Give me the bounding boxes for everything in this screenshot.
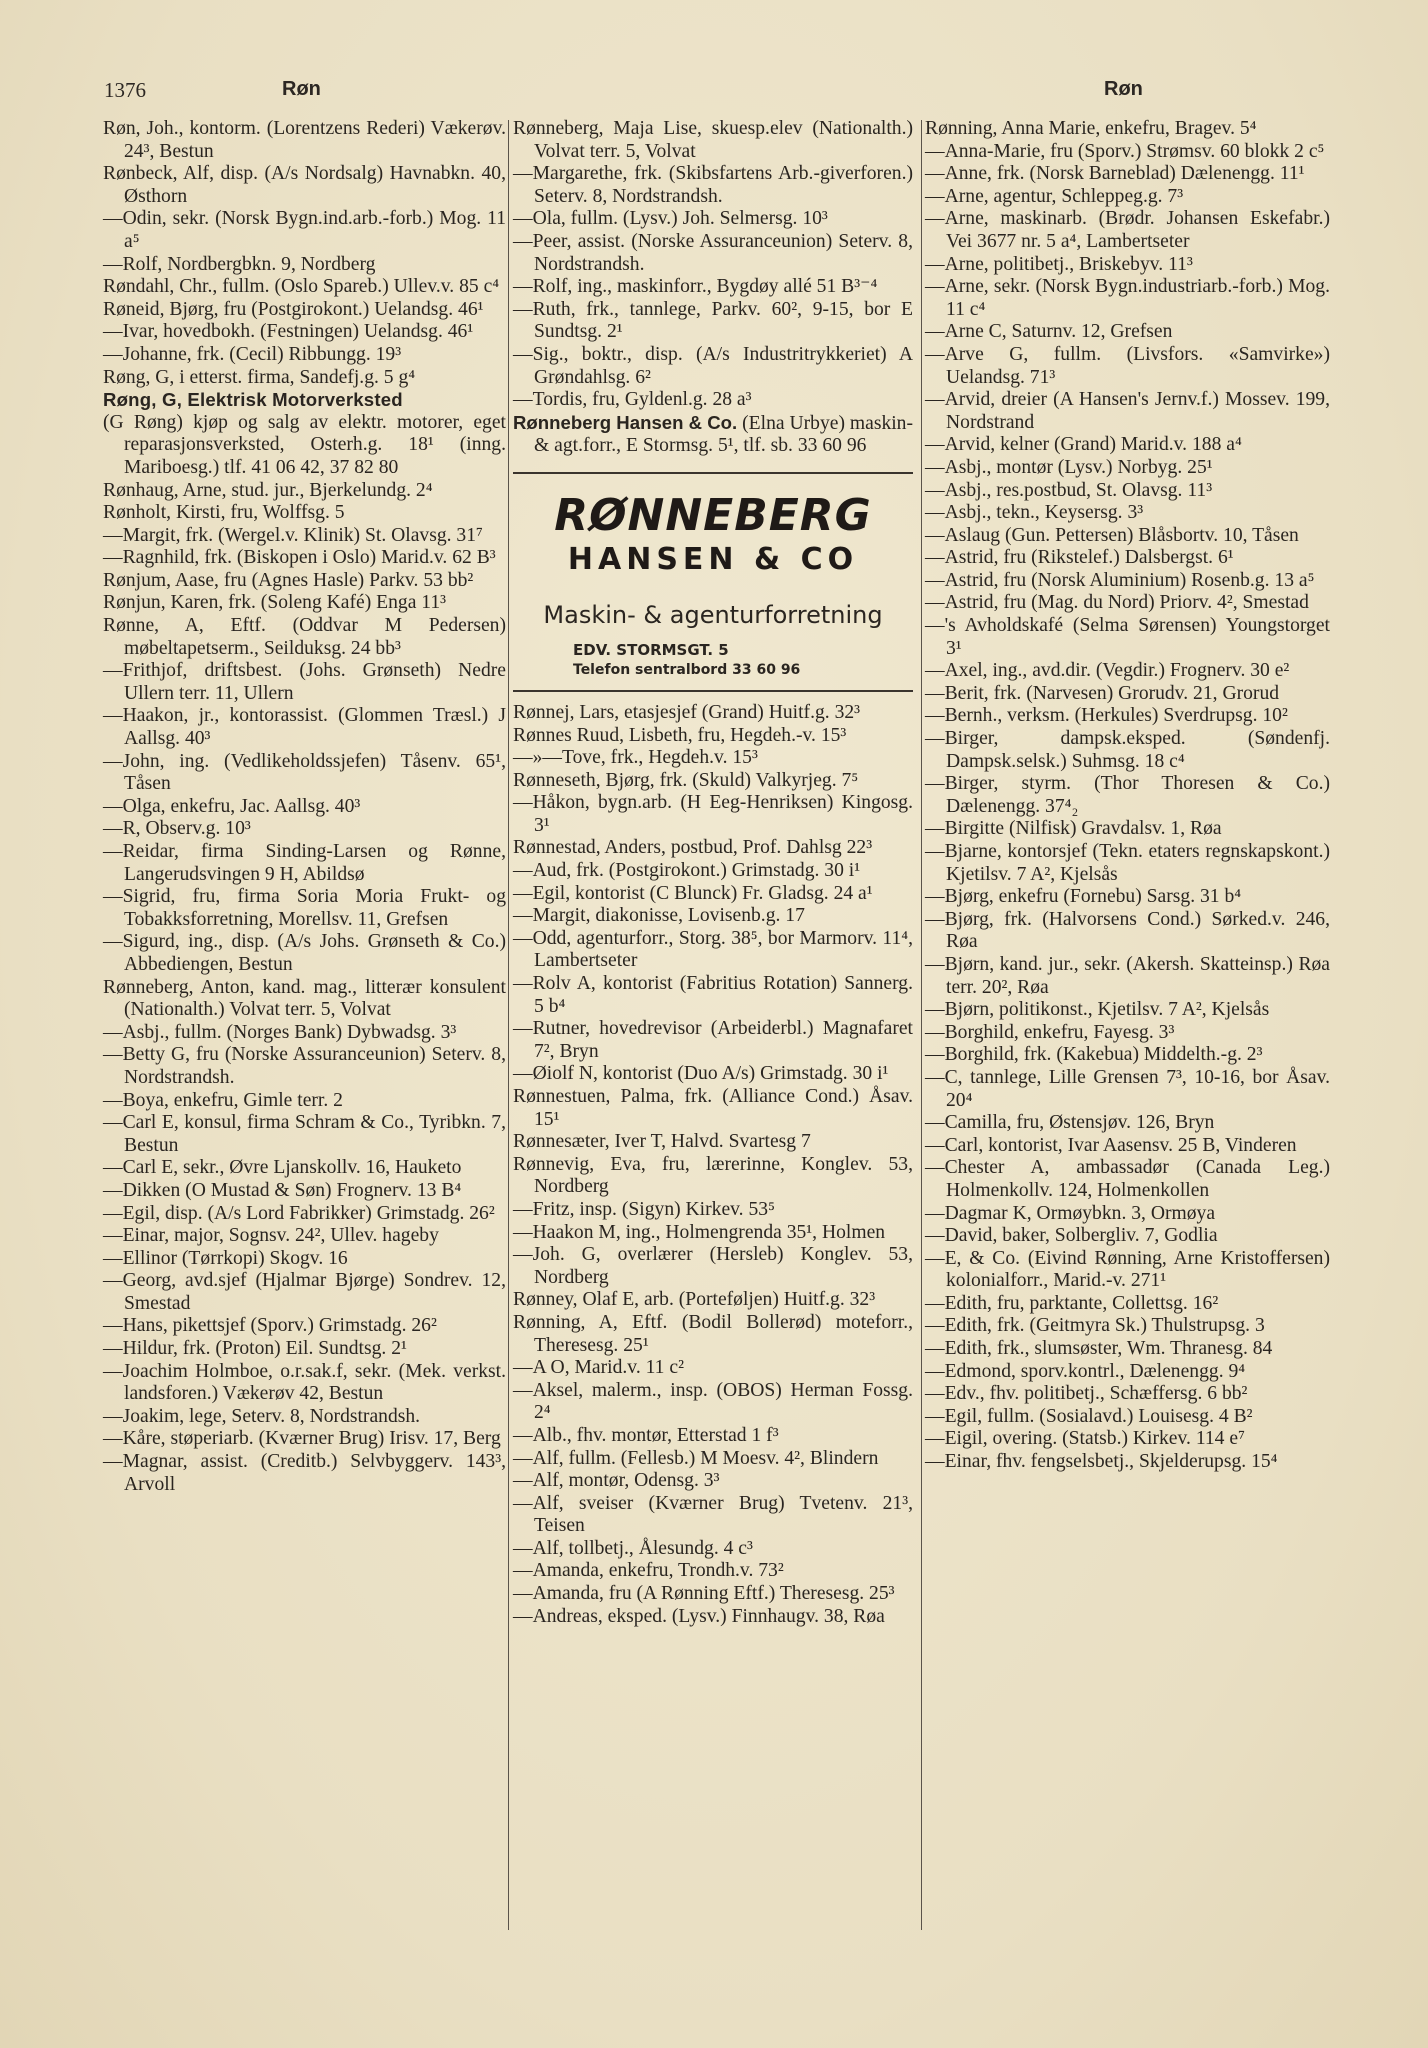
listing-entry: Rønning, Anna Marie, enkefru, Bragev. 5⁴ (925, 118, 1257, 139)
listing-entry: —Frithjof, driftsbest. (Johs. Grønseth) Nedre Ullern terr. 11, Ullern (103, 660, 506, 704)
listing-entry: —Egil, disp. (A/s Lord Fabrikker) Grimstadg. 26² (103, 1202, 495, 1224)
listing-entry-bold-firm (513, 412, 913, 458)
listing-entry: —Sigurd, ing., disp. (A/s Johs. Grønseth & Co.) Abbediengen, Bestun (103, 931, 506, 975)
listing-entry: —Arvid, kelner (Grand) Marid.v. 188 a⁴ (925, 434, 1242, 456)
column-2-bottom-entries (513, 702, 913, 1628)
firm-details: (Elna Urbye) maskin- & agt.forr., E Stormsg. 5¹, tlf. sb. 33 60 96 (534, 412, 914, 457)
listing-entry: —Odd, agenturforr., Storg. 38⁵, bor Marmorv. 11⁴, Lambertseter (513, 927, 913, 972)
listing-entry: —Bernh., verksm. (Herkules) Sverdrupsg. 10² (925, 705, 1288, 727)
listing-entry: —E, & Co. (Eivind Rønning, Arne Kristoffersen) kolonialforr., Marid.-v. 271¹ (925, 1247, 1330, 1292)
listing-entry: —Asbj., tekn., Keysersg. 3³ (925, 502, 1144, 524)
listing-entry: Rønning, A, Eftf. (Bodil Bollerød) moteforr., Theresesg. 25¹ (513, 1311, 913, 1356)
listing-entry: —Reidar, firma Sinding-Larsen og Rønne, Langerudsvingen 9 H, Abildsø (103, 841, 506, 885)
listing-entry: Rønnes Ruud, Lisbeth, fru, Hegdeh.-v. 15³ (513, 724, 847, 746)
listing-entry: —Axel, ing., avd.dir. (Vegdir.) Frognerv. 30 e² (925, 660, 1290, 682)
listing-entry: —Chester A, ambassadør (Canada Leg.) Holmenkollv. 124, Holmenkollen (925, 1157, 1330, 1201)
listing-entry: —Egil, fullm. (Sosialavd.) Louisesg. 4 B² (925, 1405, 1253, 1427)
listing-entry: Rønneseth, Bjørg, frk. (Skuld) Valkyrjeg. 7⁵ (513, 769, 859, 791)
listing-entry: —Carl E, konsul, firma Schram & Co., Tyribkn. 7, Bestun (103, 1112, 506, 1156)
listing-entry: —Bjørg, frk. (Halvorsens Cond.) Sørked.v. 246, Røa (925, 908, 1330, 953)
page-header-left: Røn (282, 78, 321, 100)
listing-entry: —Joh. G, overlærer (Hersleb) Konglev. 53, Nordberg (513, 1244, 913, 1288)
listing-entry: —Dikken (O Mustad & Søn) Frognerv. 13 B⁴ (103, 1179, 462, 1201)
listing-entry: —Peer, assist. (Norske Assuranceunion) Seterv. 8, Nordstrandsh. (513, 230, 913, 275)
listing-entry: —Bjørn, politikonst., Kjetilsv. 7 A², Kjelsås (925, 999, 1270, 1021)
listing-entry: —Einar, major, Sognsv. 24², Ullev. hageby (103, 1225, 439, 1247)
listing-entry: —Borghild, enkefru, Fayesg. 3³ (925, 1021, 1175, 1043)
listing-entry: —Asbj., montør (Lysv.) Norbyg. 25¹ (925, 456, 1213, 478)
listing-entry: —Betty G, fru (Norske Assuranceunion) Seterv. 8, Nordstrandsh. (103, 1044, 506, 1088)
listing-entry: —Asbj., res.postbud, St. Olavsg. 11³ (925, 479, 1213, 501)
listing-entry: —Rutner, hovedrevisor (Arbeiderbl.) Magnafaret 7², Bryn (513, 1018, 913, 1062)
listing-entry: Rønneberg, Anton, kand. mag., litterær konsulent (Nationalth.) Volvat terr. 5, Volvat (103, 976, 506, 1021)
column-2-top-entries (513, 118, 913, 412)
listing-entry: —David, baker, Solbergliv. 7, Godlia (925, 1225, 1218, 1247)
column-1 (103, 118, 506, 1496)
listing-entry: Røndahl, Chr., fullm. (Oslo Spareb.) Ullev.v. 85 c⁴ (103, 276, 500, 298)
ad-logo-line1: RØNNEBERG (554, 489, 872, 541)
listing-entry: —Dagmar K, Ormøybkn. 3, Ormøya (925, 1202, 1216, 1224)
listing-entry: —Ellinor (Tørrkopi) Skogv. 16 (103, 1247, 348, 1269)
listing-entry: —Berit, frk. (Narvesen) Grorudv. 21, Grorud (925, 682, 1280, 704)
listing-entry: Rønneberg, Maja Lise, skuesp.elev (Nationalth.) Volvat terr. 5, Volvat (513, 118, 913, 162)
listing-entry: —Arve G, fullm. (Livsfors. «Samvirke») Uelandsg. 71³ (925, 343, 1330, 388)
listing-entry: —Sig., boktr., disp. (A/s Industritrykkeriet) A Grøndahlsg. 6² (513, 343, 913, 388)
listing-entry: —Aksel, malerm., insp. (OBOS) Herman Fossg. 2⁴ (513, 1379, 913, 1424)
ad-phone: Telefon sentralbord 33 60 96 (573, 661, 801, 678)
listing-entry: Røneid, Bjørg, fru (Postgirokont.) Uelandsg. 46¹ (103, 298, 484, 320)
listing-entry: —Georg, avd.sjef (Hjalmar Bjørge) Sondrev. 12, Smestad (103, 1270, 506, 1314)
ad-address: EDV. STORMSGT. 5 (573, 640, 729, 659)
firm-name: Rønneberg Hansen & Co. (513, 411, 738, 433)
listing-entry: —Haakon, jr., kontorassist. (Glommen Træsl.) J Aallsg. 40³ (103, 705, 506, 750)
listing-entry: —Einar, fhv. fengselsbetj., Skjelderupsg. 15⁴ (925, 1451, 1278, 1473)
listing-entry: —Anne, frk. (Norsk Barneblad) Dælenengg. 11¹ (925, 163, 1305, 185)
listing-entry: —Johanne, frk. (Cecil) Ribbungg. 19³ (103, 343, 402, 365)
listing-entry: Rønne, A, Eftf. (Oddvar M Pedersen) møbeltapetserm., Seilduksg. 24 bb³ (103, 615, 506, 659)
listing-entry: —Eigil, overing. (Statsb.) Kirkev. 114 e⁷ (925, 1428, 1245, 1450)
listing-entry: —Øiolf N, kontorist (Duo A/s) Grimstadg. 30 i¹ (513, 1063, 889, 1085)
listing-entry: —C, tannlege, Lille Grensen 7³, 10-16, bor Åsav. 20⁴ (925, 1066, 1330, 1111)
listing-entry: —Magnar, assist. (Creditb.) Selvbyggerv. 143³, Arvoll (103, 1451, 506, 1495)
listing-entry: —Carl, kontorist, Ivar Aasensv. 25 B, Vinderen (925, 1134, 1297, 1156)
listing-entry: —Edith, frk. (Geitmyra Sk.) Thulstrupsg. 3 (925, 1315, 1265, 1337)
listing-entry: —Arne C, Saturnv. 12, Grefsen (925, 321, 1173, 343)
listing-entry: —Arne, maskinarb. (Brødr. Johansen Eskefabr.) Vei 3677 nr. 5 a⁴, Lambertseter (925, 208, 1330, 252)
listing-entry: —Bjørg, enkefru (Fornebu) Sarsg. 31 b⁴ (925, 886, 1242, 908)
listing-entry: —Arne, politibetj., Briskebyv. 11³ (925, 253, 1193, 275)
listing-entry: —Anna-Marie, fru (Sporv.) Strømsv. 60 blokk 2 c⁵ (925, 140, 1325, 162)
listing-entry: —R, Observ.g. 10³ (103, 818, 251, 840)
listing-entry: —John, ing. (Vedlikeholdssjefen) Tåsenv. 65¹, Tåsen (103, 750, 506, 795)
listing-entry: —Kåre, støperiarb. (Kværner Brug) Irisv. 17, Berg (103, 1428, 501, 1450)
listing-entry: Rønholt, Kirsti, fru, Wolffsg. 5 (103, 502, 345, 524)
listing-entry: —Birgitte (Nilfisk) Gravdalsv. 1, Røa (925, 818, 1222, 840)
column-divider-2 (921, 120, 922, 1930)
listing-entry: Rønnestad, Anders, postbud, Prof. Dahlsg 22³ (513, 837, 873, 859)
listing-entry: Rønnestuen, Palma, frk. (Alliance Cond.) Åsav. 15¹ (513, 1086, 913, 1130)
listing-entry: Rønbeck, Alf, disp. (A/s Nordsalg) Havnabkn. 40, Østhorn (103, 163, 506, 207)
listing-entry: Røng, G, Elektrisk Motorverksted (103, 389, 403, 411)
listing-entry: Rønney, Olaf E, arb. (Porteføljen) Huitf.g. 32³ (513, 1289, 876, 1311)
listing-entry: —Edith, frk., slumsøster, Wm. Thranesg. 84 (925, 1338, 1273, 1360)
listing-entry: Røng, G, i etterst. firma, Sandefj.g. 5 g⁴ (103, 366, 416, 388)
listing-entry: —Hildur, frk. (Proton) Eil. Sundtsg. 2¹ (103, 1338, 407, 1360)
listing-entry: —Alf, fullm. (Fellesb.) M Moesv. 4², Blindern (513, 1447, 879, 1469)
ad-logo-line2: HANSEN & CO (567, 541, 859, 577)
listing-entry: —Bjørn, kand. jur., sekr. (Akersh. Skatteinsp.) Røa terr. 20², Røa (925, 953, 1330, 998)
page-number: 1376 (104, 78, 146, 102)
listing-entry: —Alf, montør, Odensg. 3³ (513, 1470, 720, 1492)
listing-entry: —Arne, agentur, Schleppeg.g. 7³ (925, 185, 1184, 207)
listing-entry: Rønnevig, Eva, fru, lærerinne, Konglev. 53, Nordberg (513, 1153, 913, 1198)
listing-entry: —Arvid, dreier (A Hansen's Jernv.f.) Mossev. 199, Nordstrand (925, 389, 1330, 433)
column-3 (925, 118, 1330, 1474)
listing-entry: —Edv., fhv. politibetj., Schæffersg. 6 bb² (925, 1383, 1248, 1405)
listing-entry: Rønnej, Lars, etasjesjef (Grand) Huitf.g. 32³ (513, 701, 861, 723)
listing-entry: —Carl E, sekr., Øvre Ljanskollv. 16, Hauketo (103, 1157, 462, 1179)
ad-tagline: Maskin- & agenturforretning (543, 600, 883, 629)
listing-entry: —Håkon, bygn.arb. (H Eeg-Henriksen) Kingosg. 3¹ (513, 792, 913, 836)
listing-entry: Rønjun, Karen, frk. (Soleng Kafé) Enga 11³ (103, 592, 447, 614)
column-2 (513, 118, 913, 1628)
page-header-right: Røn (1104, 78, 1143, 100)
listing-entry: —Amanda, fru (A Rønning Eftf.) Theresesg. 25³ (513, 1583, 895, 1605)
listing-entry: Rønjum, Aase, fru (Agnes Hasle) Parkv. 53 bb² (103, 569, 474, 591)
listing-entry: —Amanda, enkefru, Trondh.v. 73² (513, 1560, 784, 1582)
listing-entry: —Odin, sekr. (Norsk Bygn.ind.arb.-forb.) Mog. 11 a⁵ (103, 208, 506, 252)
listing-entry: —Birger, dampsk.eksped. (Søndenfj. Dampsk.selsk.) Suhmsg. 18 c⁴ (925, 728, 1330, 772)
listing-entry: —Alb., fhv. montør, Etterstad 1 f³ (513, 1424, 779, 1446)
listing-entry: —Camilla, fru, Østensjøv. 126, Bryn (925, 1112, 1215, 1134)
listing-entry: —Bjarne, kontorsjef (Tekn. etaters regnskapskont.) Kjetilsv. 7 A², Kjelsås (925, 841, 1330, 885)
listing-entry: Rønnesæter, Iver T, Halvd. Svartesg 7 (513, 1131, 811, 1153)
listing-entry: —»—Tove, frk., Hegdeh.v. 15³ (513, 747, 758, 769)
listing-entry: —Rolf, Nordbergbkn. 9, Nordberg (103, 253, 376, 275)
column-divider-1 (508, 120, 509, 1930)
listing-entry: —Ragnhild, frk. (Biskopen i Oslo) Marid.v. 62 B³ (103, 547, 496, 569)
listing-entry: —Egil, kontorist (C Blunck) Fr. Gladsg. 24 a¹ (513, 882, 873, 904)
listing-entry: —Astrid, fru (Rikstelef.) Dalsbergst. 6¹ (925, 547, 1234, 569)
listing-entry: —Sigrid, fru, firma Soria Moria Frukt- og Tobakksforretning, Morellsv. 11, Grefsen (103, 886, 506, 930)
listing-entry: —Aud, frk. (Postgirokont.) Grimstadg. 30 i¹ (513, 860, 861, 882)
listing-entry: —Asbj., fullm. (Norges Bank) Dybwadsg. 3³ (103, 1021, 457, 1043)
listing-entry: —Fritz, insp. (Sigyn) Kirkev. 53⁵ (513, 1198, 775, 1220)
listing-entry: —Ivar, hovedbokh. (Festningen) Uelandsg. 46¹ (103, 321, 474, 343)
listing-entry: Røn, Joh., kontorm. (Lorentzens Rederi) Vækerøv. 24³, Bestun (103, 118, 506, 162)
listing-entry: —Rolv A, kontorist (Fabritius Rotation) Sannerg. 5 b⁴ (513, 973, 913, 1017)
listing-entry: —Alf, sveiser (Kværner Brug) Tvetenv. 21³, Teisen (513, 1492, 913, 1537)
listing-entry: —Alf, tollbetj., Ålesundg. 4 c³ (513, 1537, 753, 1559)
listing-entry: —Birger, styrm. (Thor Thoresen & Co.) Dælenengg. 37⁴₂ (925, 773, 1330, 817)
listing-entry: —Edith, fru, parktante, Collettsg. 16² (925, 1292, 1219, 1314)
listing-entry: —Edmond, sporv.kontrl., Dælenengg. 9⁴ (925, 1360, 1246, 1382)
listing-entry: —'s Avholdskafé (Selma Sørensen) Youngstorget 3¹ (925, 615, 1330, 659)
listing-entry: —Ruth, frk., tannlege, Parkv. 60², 9-15, bor E Sundtsg. 2¹ (513, 298, 913, 343)
listing-entry: —Rolf, ing., maskinforr., Bygdøy allé 51 B³⁻⁴ (513, 276, 878, 298)
listing-entry: —Tordis, fru, Gyldenl.g. 28 a³ (513, 389, 752, 411)
listing-entry: —Margit, frk. (Wergel.v. Klinik) St. Olavsg. 31⁷ (103, 524, 483, 546)
listing-entry: —Andreas, eksped. (Lysv.) Finnhaugv. 38, Røa (513, 1605, 885, 1627)
listing-entry: —Astrid, fru (Mag. du Nord) Priorv. 4², Smestad (925, 592, 1309, 614)
listing-entry: —Joachim Holmboe, o.r.sak.f, sekr. (Mek. verkst. landsforen.) Vækerøv 42, Bestun (103, 1360, 506, 1405)
listing-entry: —A O, Marid.v. 11 c² (513, 1357, 684, 1379)
listing-entry: —Ola, fullm. (Lysv.) Joh. Selmersg. 10³ (513, 208, 828, 230)
listing-entry: —Borghild, frk. (Kakebua) Middelth.-g. 2³ (925, 1044, 1263, 1066)
listing-entry: —Hans, pikettsjef (Sporv.) Grimstadg. 26² (103, 1315, 437, 1337)
listing-entry: —Boya, enkefru, Gimle terr. 2 (103, 1089, 343, 1111)
listing-entry: (G Røng) kjøp og salg av elektr. motorer, eget reparasjonsverksted, Osterh.g. 18¹ (inng. Mariboesg.) tlf. 41 06 42, 37 82 80 (103, 411, 506, 478)
listing-entry: —Arne, sekr. (Norsk Bygn.industriarb.-forb.) Mog. 11 c⁴ (925, 276, 1330, 320)
listing-entry: —Olga, enkefru, Jac. Aallsg. 40³ (103, 795, 361, 817)
listing-entry: Rønhaug, Arne, stud. jur., Bjerkelundg. 2⁴ (103, 479, 433, 501)
listing-entry: —Margarethe, frk. (Skibsfartens Arb.-giverforen.) Seterv. 8, Nordstrandsh. (513, 163, 913, 207)
listing-entry: —Aslaug (Gun. Pettersen) Blåsbortv. 10, Tåsen (925, 524, 1299, 546)
listing-entry: —Haakon M, ing., Holmengrenda 35¹, Holmen (513, 1221, 886, 1243)
listing-entry: —Margit, diakonisse, Lovisenb.g. 17 (513, 905, 805, 927)
listing-entry: —Joakim, lege, Seterv. 8, Nordstrandsh. (103, 1405, 421, 1427)
advertisement (513, 472, 913, 692)
listing-entry: —Astrid, fru (Norsk Aluminium) Rosenb.g. 13 a⁵ (925, 569, 1315, 591)
